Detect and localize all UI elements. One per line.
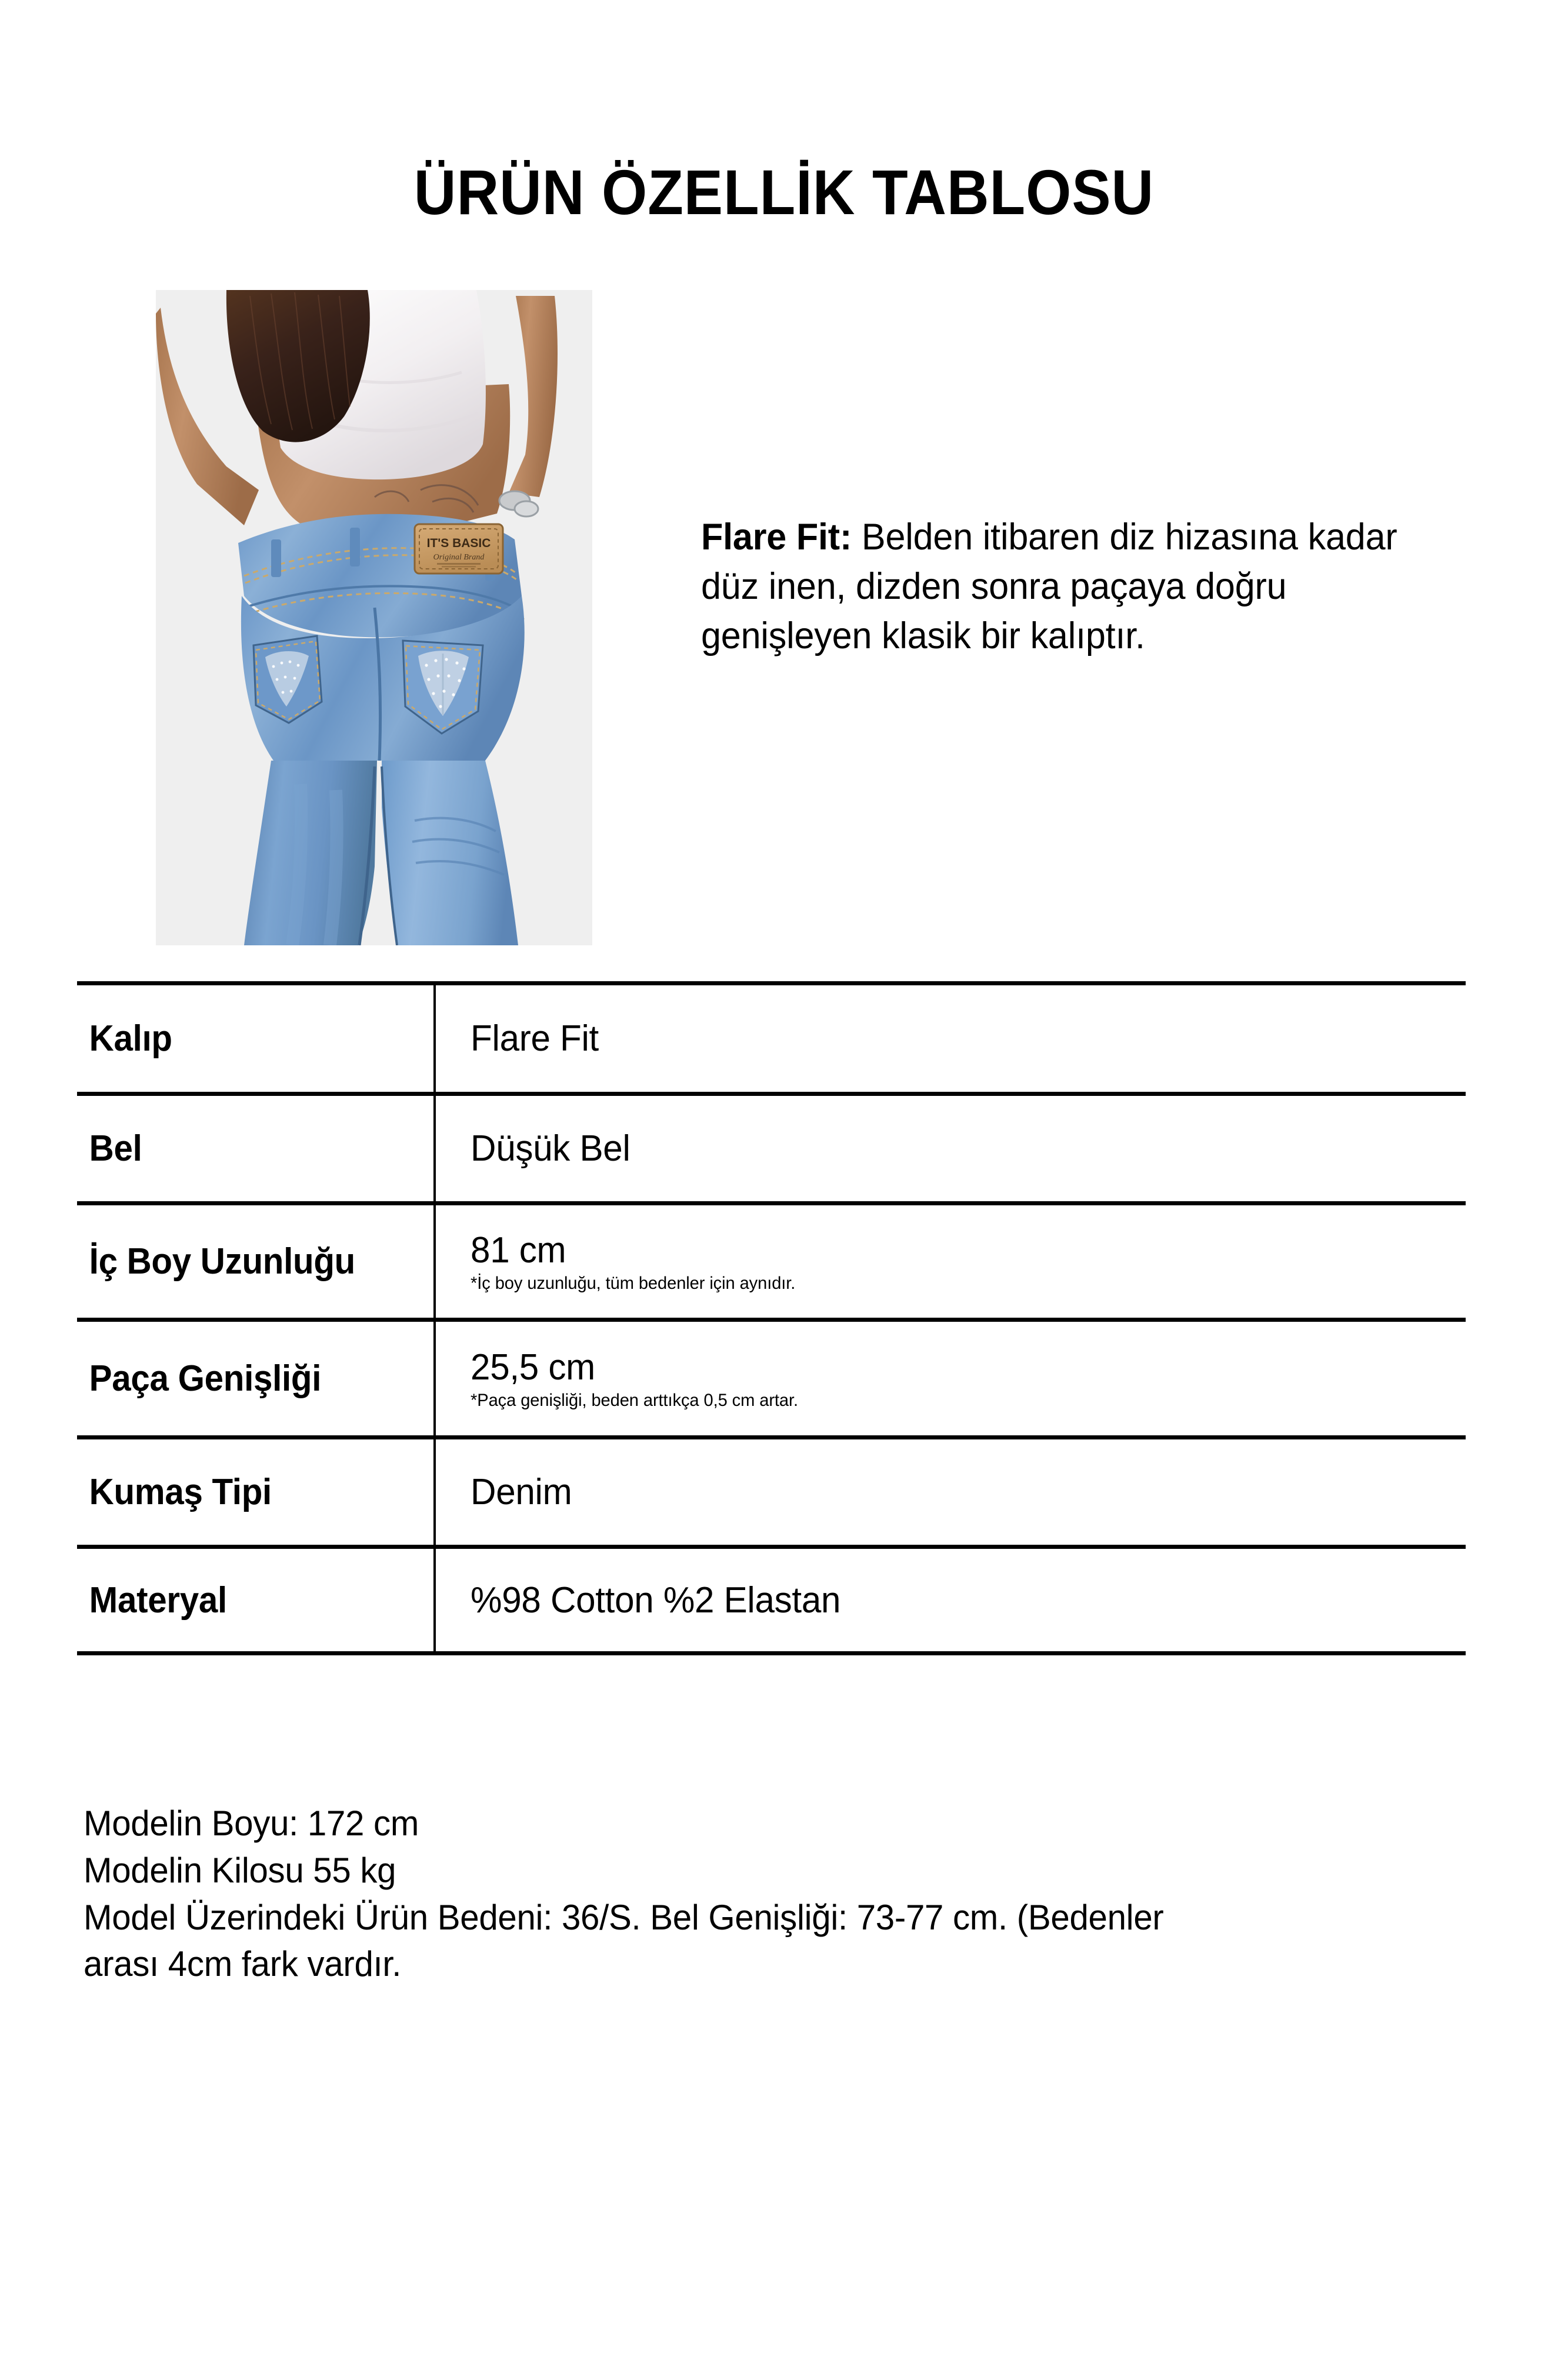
table-row: [77, 1545, 1466, 1655]
fit-description-lead: Flare Fit:: [701, 516, 852, 558]
spec-label: Paça Genişliği: [89, 1358, 322, 1399]
model-info-note: [84, 1800, 1390, 1988]
spec-note: *İç boy uzunluğu, tüm bedenler için aynıdır.: [471, 1274, 796, 1293]
spec-value: [433, 1471, 1434, 1513]
spec-value: [433, 1229, 1434, 1294]
table-row: [77, 1435, 1466, 1545]
svg-text:Original Brand: Original Brand: [433, 553, 485, 562]
fit-description-body: Belden itibaren diz hizasına kadar düz inen, dizden sonra paçaya doğru genişleyen klasik bir kalıptır.: [701, 516, 1397, 656]
spec-value: [433, 1018, 1434, 1059]
size-diff-line: arası 4cm fark vardır.: [84, 1944, 402, 1984]
spec-value-text: Düşük Bel: [471, 1128, 630, 1169]
model-weight-line: Modelin Kilosu 55 kg: [84, 1850, 396, 1890]
fit-description: [701, 513, 1446, 661]
table-row: [77, 1092, 1466, 1201]
spec-value-text: Flare Fit: [471, 1018, 599, 1059]
spec-note: *Paça genişliği, beden arttıkça 0,5 cm artar.: [471, 1391, 798, 1410]
spec-value: [433, 1128, 1434, 1169]
table-row: [77, 1201, 1466, 1318]
brand-leather-patch: [415, 524, 503, 574]
table-row: [77, 1318, 1466, 1435]
spec-value-text: 81 cm: [471, 1230, 566, 1271]
page-title: ÜRÜN ÖZELLİK TABLOSU: [413, 156, 1155, 228]
table-row: [77, 981, 1466, 1092]
model-height-line: Modelin Boyu: 172 cm: [84, 1804, 419, 1843]
product-photo: [156, 290, 592, 945]
spec-label: Kalıp: [89, 1018, 172, 1059]
spec-value-text: Denim: [471, 1472, 572, 1512]
model-size-line: Model Üzerindeki Ürün Bedeni: 36/S. Bel Genişliği: 73-77 cm. (Bedenler: [84, 1897, 1164, 1937]
product-spec-table: [77, 981, 1466, 1655]
spec-value: [433, 1579, 1434, 1621]
spec-value-text: 25,5 cm: [471, 1347, 595, 1388]
spec-value-text: %98 Cotton %2 Elastan: [471, 1579, 841, 1621]
spec-label: Kumaş Tipi: [89, 1472, 272, 1512]
spec-label: Materyal: [89, 1579, 227, 1621]
spec-value: [433, 1347, 1434, 1411]
spec-label: Bel: [89, 1128, 142, 1169]
product-photo-illustration: [156, 290, 592, 945]
svg-text:IT'S BASIC: IT'S BASIC: [426, 536, 491, 550]
spec-label: İç Boy Uzunluğu: [89, 1241, 355, 1282]
